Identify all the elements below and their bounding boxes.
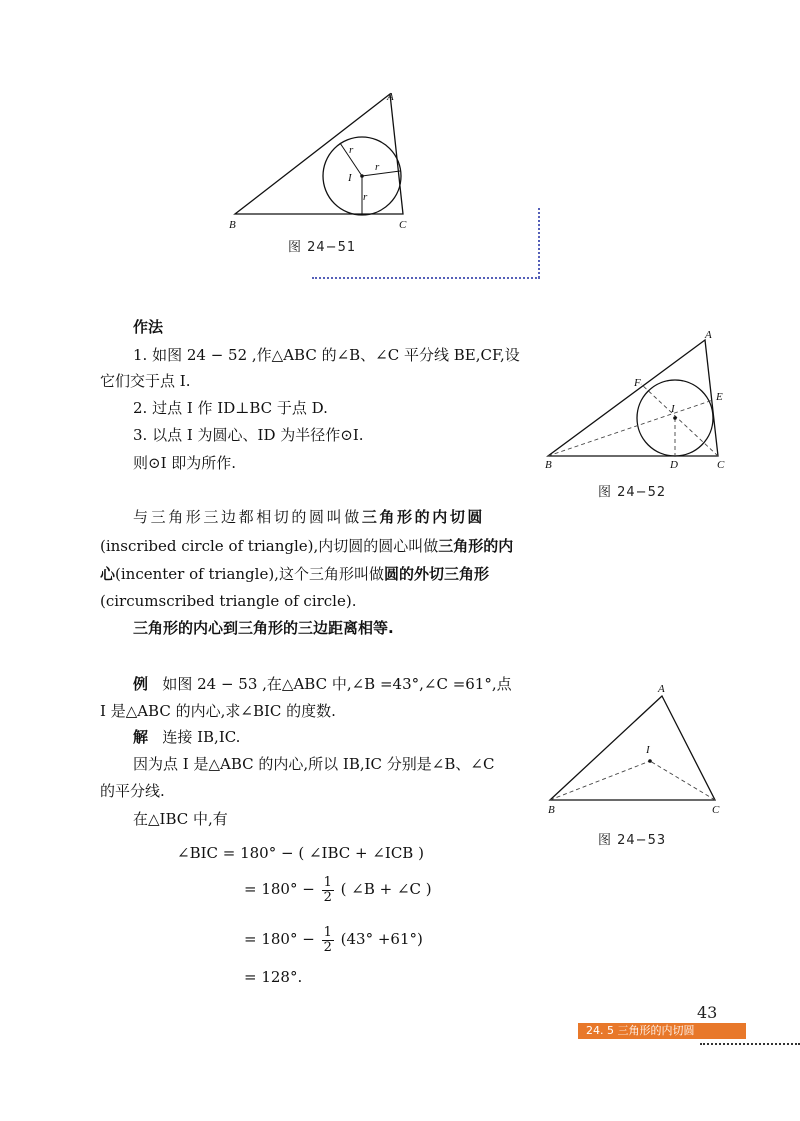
fraction-half <box>322 926 334 955</box>
label-I: I <box>348 172 352 184</box>
term-incenter: 三角形的内 <box>438 537 514 555</box>
definition-text: (incenter of triangle),这个三角形叫做 <box>115 565 384 583</box>
construction-step-1: 1. 如图 24 − 52 ,作△ABC 的∠B、∠C 平分线 BE,CF,设 <box>133 346 520 364</box>
term-circumscribed-triangle: 圆的外切三角形 <box>383 565 489 583</box>
label-A: A <box>705 329 712 341</box>
term-incircle: 三角形的内切圆 <box>361 508 486 526</box>
fraction-denominator: 2 <box>323 889 332 905</box>
equation-3 <box>244 922 423 956</box>
solution-label: 解 <box>133 728 149 746</box>
dotted-divider-vertical <box>538 208 540 278</box>
definition-line-2 <box>100 535 513 557</box>
fraction-numerator: 1 <box>323 874 332 890</box>
label-B: B <box>548 804 555 816</box>
label-r: r <box>375 161 380 173</box>
figure-24-53 <box>540 680 730 820</box>
label-F: F <box>634 377 641 389</box>
label-C: C <box>717 459 725 471</box>
definition-line-3 <box>100 563 489 585</box>
equation-2 <box>244 872 432 906</box>
label-I: I <box>671 403 675 415</box>
term-incenter-end: 心 <box>100 565 116 583</box>
page-number: 43 <box>697 1003 718 1022</box>
footer-dotted-rule <box>700 1043 800 1045</box>
example-label: 例 <box>133 675 149 693</box>
label-C: C <box>712 804 720 816</box>
label-I: I <box>646 744 650 756</box>
equation-4: = 128°. <box>244 968 303 986</box>
figure-24-51 <box>225 88 425 233</box>
solution-line-1 <box>133 726 240 748</box>
dotted-divider-horizontal <box>312 277 540 279</box>
definition-text: 与三角形三边都相切的圆叫做 <box>133 508 362 526</box>
figure-caption: 图 24−53 <box>598 833 667 848</box>
label-A: A <box>387 91 394 103</box>
construction-heading: 作法 <box>133 318 164 336</box>
equation-1: ∠BIC = 180° − ( ∠IBC + ∠ICB ) <box>177 844 424 862</box>
label-B: B <box>229 219 236 231</box>
solution-line-2: 因为点 I 是△ABC 的内心,所以 IB,IC 分别是∠B、∠C <box>133 755 495 773</box>
construction-step-2: 2. 过点 I 作 ID⊥BC 于点 D. <box>133 399 328 417</box>
section-tag: 24. 5 三角形的内切圆 <box>578 1023 746 1039</box>
label-B: B <box>545 459 552 471</box>
definition-text: (inscribed circle of triangle),内切圆的圆心叫做 <box>100 537 439 555</box>
equation-text: (43° +61°) <box>340 930 423 948</box>
theorem: 三角形的内心到三角形的三边距离相等. <box>133 619 394 637</box>
figure-caption: 图 24−52 <box>598 485 667 500</box>
solution-line-3: 的平分线. <box>100 782 165 800</box>
label-C: C <box>399 219 407 231</box>
equation-text: = 180° − <box>244 930 315 948</box>
example-text: 如图 24 − 53 ,在△ABC 中,∠B =43°,∠C =61°,点 <box>162 675 512 693</box>
definition-line-4: (circumscribed triangle of circle). <box>100 592 357 610</box>
label-A: A <box>658 683 665 695</box>
label-E: E <box>716 391 723 403</box>
figure-24-52 <box>540 326 740 471</box>
solution-text: 连接 IB,IC. <box>162 728 241 746</box>
fraction-denominator: 2 <box>323 939 332 955</box>
fraction-half <box>322 876 334 905</box>
label-r: r <box>349 144 354 156</box>
equation-text: ( ∠B + ∠C ) <box>340 880 432 898</box>
definition-line-1 <box>133 506 485 528</box>
figure-caption: 图 24−51 <box>288 240 357 255</box>
equation-text: = 180° − <box>244 880 315 898</box>
construction-step-3: 3. 以点 I 为圆心、ID 为半径作⊙I. <box>133 426 364 444</box>
label-r: r <box>363 191 368 203</box>
fraction-numerator: 1 <box>323 924 332 940</box>
label-D: D <box>670 459 678 471</box>
example-line-1 <box>133 673 512 695</box>
solution-line-4: 在△IBC 中,有 <box>133 810 228 828</box>
construction-step-1-cont: 它们交于点 I. <box>100 372 191 390</box>
example-line-2: I 是△ABC 的内心,求∠BIC 的度数. <box>100 702 336 720</box>
construction-result: 则⊙I 即为所作. <box>133 454 237 472</box>
